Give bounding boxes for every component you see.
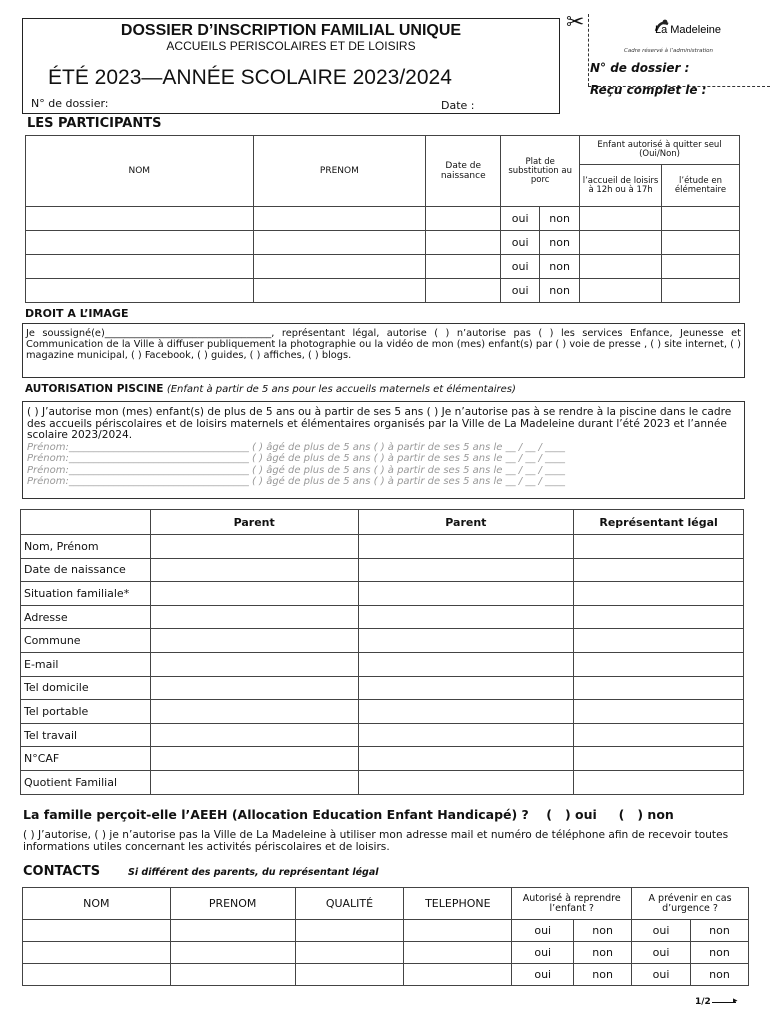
row-label: Tel travail: [21, 723, 151, 747]
pool-heading: [25, 383, 516, 395]
oui-option[interactable]: oui: [501, 279, 540, 303]
header-empty: [21, 510, 151, 535]
parent-1-cell[interactable]: [150, 747, 358, 771]
parent-2-cell[interactable]: [358, 582, 574, 606]
row-label: Situation familiale*: [21, 582, 151, 606]
parent-2-cell[interactable]: [358, 676, 574, 700]
legal-rep-cell[interactable]: [574, 558, 744, 582]
table-row: [26, 231, 740, 255]
etude-cell[interactable]: [662, 279, 740, 303]
table-row: [26, 207, 740, 231]
image-rights-text: Je soussigné(e)__________________________________, représentant légal, autorise ( ) n’autorise pas ( ) les services Enfance, Jeunesse et Communication de la Ville à diffuser publiquement la photographie ou la vidéo de mon (mes) enfant(s) par ( ) voie de presse , ( ) site internet, ( ) magazine municipal, ( ) Facebook, ( ) guides, ( ) affiches, ( ) blogs.: [26, 328, 741, 361]
parent-1-cell[interactable]: [150, 605, 358, 629]
row-label: Tel portable: [21, 700, 151, 724]
parent-1-cell[interactable]: [150, 676, 358, 700]
non-option[interactable]: non: [540, 231, 580, 255]
date-label: Date :: [441, 99, 475, 112]
form-title: DOSSIER D’INSCRIPTION FAMILIAL UNIQUE: [120, 22, 462, 39]
legal-rep-cell[interactable]: [574, 605, 744, 629]
parent-2-cell[interactable]: [358, 535, 574, 559]
parent-1-cell[interactable]: [150, 700, 358, 724]
participants-table: [25, 135, 740, 303]
parent-1-cell[interactable]: [150, 558, 358, 582]
oui-option[interactable]: oui: [512, 964, 574, 986]
legal-rep-cell[interactable]: [574, 770, 744, 794]
non-option[interactable]: non: [574, 920, 632, 942]
prenom-cell[interactable]: [170, 920, 295, 942]
row-label: Commune: [21, 629, 151, 653]
col-naissance: Date de naissance: [426, 136, 501, 207]
cut-line-vertical: [588, 14, 589, 86]
table-row: [21, 723, 744, 747]
telephone-cell[interactable]: [404, 920, 512, 942]
admin-received-label: Reçu complet le :: [590, 83, 707, 97]
nom-cell[interactable]: [23, 920, 171, 942]
naissance-cell[interactable]: [426, 207, 501, 231]
parent-2-cell[interactable]: [358, 700, 574, 724]
prenom-cell[interactable]: [253, 231, 426, 255]
parent-2-cell[interactable]: [358, 629, 574, 653]
oui-option[interactable]: oui: [512, 942, 574, 964]
row-label: Nom, Prénom: [21, 535, 151, 559]
prenom-cell[interactable]: [253, 207, 426, 231]
header-legal-rep: Représentant légal: [574, 510, 744, 535]
aeeh-consent: ( ) J’autorise, ( ) je n’autorise pas la Ville de La Madeleine à utiliser mon adresse mail et numéro de téléphone afin de recevoir toutes informations utiles concernant les activités périscolaires et de loisirs.: [23, 829, 729, 853]
table-row: [21, 676, 744, 700]
pool-title: AUTORISATION PISCINE: [25, 383, 164, 395]
qualite-cell[interactable]: [295, 942, 404, 964]
oui-option[interactable]: oui: [501, 231, 540, 255]
table-row: [21, 652, 744, 676]
qualite-cell[interactable]: [295, 964, 404, 986]
parent-1-cell[interactable]: [150, 723, 358, 747]
contacts-note: Si différent des parents, du représentant légal: [128, 867, 379, 878]
accueil-cell[interactable]: [580, 207, 662, 231]
col-urgence: A prévenir en cas d’urgence ?: [632, 888, 749, 920]
table-row: [21, 700, 744, 724]
oui-option[interactable]: oui: [632, 964, 691, 986]
prenom-cell[interactable]: [253, 279, 426, 303]
telephone-cell[interactable]: [404, 942, 512, 964]
nom-cell[interactable]: [26, 279, 254, 303]
header-parent-2: Parent: [358, 510, 574, 535]
legal-rep-cell[interactable]: [574, 582, 744, 606]
contacts-table: [22, 887, 749, 986]
non-option[interactable]: non: [691, 964, 749, 986]
accueil-cell[interactable]: [580, 231, 662, 255]
admin-dossier-label: N° de dossier :: [590, 61, 690, 75]
non-option[interactable]: non: [540, 207, 580, 231]
parent-2-cell[interactable]: [358, 652, 574, 676]
oui-option[interactable]: oui: [632, 920, 691, 942]
table-row: [23, 964, 749, 986]
col-autorise: Enfant autorisé à quitter seul (Oui/Non): [580, 136, 740, 165]
pool-box: [22, 401, 745, 499]
table-row: [21, 629, 744, 653]
col-plat: Plat de substitution au porc: [501, 136, 580, 207]
parent-2-cell[interactable]: [358, 747, 574, 771]
naissance-cell[interactable]: [426, 279, 501, 303]
qualite-cell[interactable]: [295, 920, 404, 942]
prenom-cell[interactable]: [170, 942, 295, 964]
header-box: [22, 18, 560, 114]
non-option[interactable]: non: [574, 964, 632, 986]
table-row: [21, 558, 744, 582]
legal-rep-cell[interactable]: [574, 652, 744, 676]
dossier-label: N° de dossier:: [31, 97, 109, 110]
legal-rep-cell[interactable]: [574, 723, 744, 747]
prenom-cell[interactable]: [170, 964, 295, 986]
parent-2-cell[interactable]: [358, 770, 574, 794]
col-nom: NOM: [26, 136, 254, 207]
pool-text: ( ) J’autorise mon (mes) enfant(s) de plus de 5 ans ou à partir de ses 5 ans ( ) Je n’autorise pas à se rendre à la piscine dans le cadre des accueils périscolaires et de loisirs maternels et élémentaires organisés par la Ville de La Madeleine durant l’été 2023 et l’année scolaire 2023/2024.: [27, 406, 732, 441]
row-label: Quotient Familial: [21, 770, 151, 794]
accueil-cell[interactable]: [580, 255, 662, 279]
page-number: 1/2: [695, 997, 711, 1007]
table-row: [21, 582, 744, 606]
nom-cell[interactable]: [23, 964, 171, 986]
table-row: [21, 605, 744, 629]
pool-row[interactable]: Prénom:____________________________________ ( ) âgé de plus de 5 ans ( ) à partir de ses 5 ans le __ / __ / ____: [27, 441, 566, 453]
table-row: [21, 535, 744, 559]
col-qualite: QUALITÉ: [295, 888, 404, 920]
pool-title-note: (Enfant à partir de 5 ans pour les accueils maternels et élémentaires): [166, 384, 516, 395]
col-prenom: PRENOM: [253, 136, 426, 207]
prenom-cell[interactable]: [253, 255, 426, 279]
pool-row[interactable]: Prénom:____________________________________ ( ) âgé de plus de 5 ans ( ) à partir de ses 5 ans le __ / __ / ____: [27, 476, 566, 487]
nom-cell[interactable]: [26, 255, 254, 279]
table-row: [21, 770, 744, 794]
accueil-cell[interactable]: [580, 279, 662, 303]
oui-option[interactable]: oui: [501, 207, 540, 231]
legal-rep-cell[interactable]: [574, 535, 744, 559]
parent-2-cell[interactable]: [358, 558, 574, 582]
etude-cell[interactable]: [662, 207, 740, 231]
table-row: [23, 942, 749, 964]
non-option[interactable]: non: [691, 920, 749, 942]
arrow-right-icon: ▸: [733, 996, 738, 1006]
table-row: [21, 747, 744, 771]
row-label: N°CAF: [21, 747, 151, 771]
nom-cell[interactable]: [23, 942, 171, 964]
legal-rep-cell[interactable]: [574, 676, 744, 700]
telephone-cell[interactable]: [404, 964, 512, 986]
image-rights-box: [22, 323, 745, 378]
col-telephone: TELEPHONE: [404, 888, 512, 920]
header-parent-1: Parent: [150, 510, 358, 535]
aeeh-question: La famille perçoit-elle l’AEEH (Allocation Education Enfant Handicapé) ? ( ) oui ( ) non: [23, 807, 674, 822]
table-row: [26, 279, 740, 303]
non-option[interactable]: non: [540, 255, 580, 279]
season-title: ÉTÉ 2023—ANNÉE SCOLAIRE 2023/2024: [48, 66, 452, 89]
participants-title: LES PARTICIPANTS: [27, 116, 162, 131]
parent-1-cell[interactable]: [150, 629, 358, 653]
non-option[interactable]: non: [540, 279, 580, 303]
col-accueil: l’accueil de loisirs à 12h ou à 17h: [580, 165, 662, 207]
pool-row[interactable]: Prénom:____________________________________ ( ) âgé de plus de 5 ans ( ) à partir de ses 5 ans le __ / __ / ____: [27, 453, 566, 464]
col-prenom: PRENOM: [170, 888, 295, 920]
image-rights-title: DROIT A L’IMAGE: [25, 307, 129, 320]
col-nom: NOM: [23, 888, 171, 920]
parent-1-cell[interactable]: [150, 535, 358, 559]
oui-option[interactable]: oui: [512, 920, 574, 942]
row-label: Tel domicile: [21, 676, 151, 700]
table-row: [26, 255, 740, 279]
naissance-cell[interactable]: [426, 255, 501, 279]
nom-cell[interactable]: [26, 207, 254, 231]
oui-option[interactable]: oui: [501, 255, 540, 279]
parent-2-cell[interactable]: [358, 605, 574, 629]
form-subtitle: ACCUEILS PERISCOLAIRES ET DE LOISIRS: [166, 39, 416, 53]
col-reprendre: Autorisé à reprendre l’enfant ?: [512, 888, 632, 920]
contacts-title: CONTACTS: [23, 864, 101, 879]
table-row: [23, 920, 749, 942]
row-label: E-mail: [21, 652, 151, 676]
madeleine-logo: [634, 18, 742, 40]
etude-cell[interactable]: [662, 231, 740, 255]
oui-option[interactable]: oui: [632, 942, 691, 964]
row-label: Adresse: [21, 605, 151, 629]
legal-rep-cell[interactable]: [574, 629, 744, 653]
naissance-cell[interactable]: [426, 231, 501, 255]
row-label: Date de naissance: [21, 558, 151, 582]
logo-text: La Madeleine: [654, 24, 722, 36]
parent-2-cell[interactable]: [358, 723, 574, 747]
scissors-icon: ✂: [566, 10, 585, 35]
non-option[interactable]: non: [574, 942, 632, 964]
pool-row[interactable]: Prénom:____________________________________ ( ) âgé de plus de 5 ans ( ) à partir de ses 5 ans le __ / __ / ____: [27, 464, 566, 476]
legal-rep-cell[interactable]: [574, 747, 744, 771]
parent-1-cell[interactable]: [150, 652, 358, 676]
admin-reserved-label: Cadre réservé à l’administration: [624, 48, 713, 54]
parents-table: [20, 509, 744, 795]
etude-cell[interactable]: [662, 255, 740, 279]
col-etude: l’étude en élémentaire: [662, 165, 740, 207]
nom-cell[interactable]: [26, 231, 254, 255]
legal-rep-cell[interactable]: [574, 700, 744, 724]
parent-1-cell[interactable]: [150, 582, 358, 606]
parent-1-cell[interactable]: [150, 770, 358, 794]
non-option[interactable]: non: [691, 942, 749, 964]
